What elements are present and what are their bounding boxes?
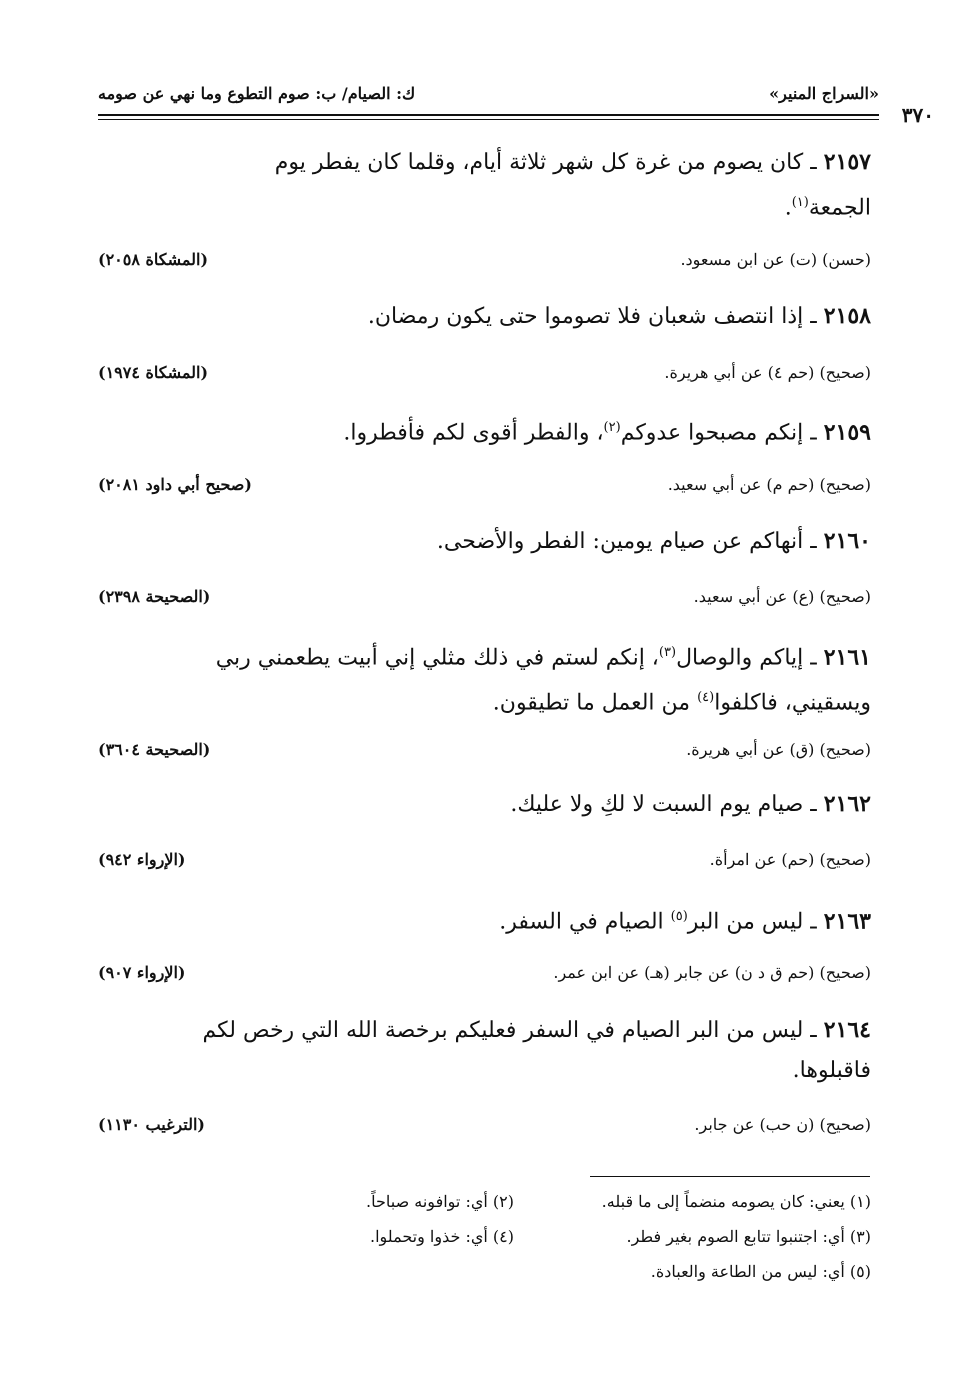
hadith-text-cont: ويسقيني، فاكلفوا: [714, 690, 871, 716]
hadith-text-cont: الجمعة: [808, 195, 871, 221]
hadith-2164: ٢١٦٤ ـ ليس من البر الصيام في السفر فعليكم برخصة الله التي رخص لكم فاقبلوها.: [202, 1017, 871, 1083]
book-title: «السراج المنير»: [769, 84, 879, 103]
footnote-3: (٣) أي: اجتنبوا تتابع الصوم بغير فطر.: [626, 1227, 871, 1246]
hadith-number: ٢١٦٢: [823, 791, 871, 817]
hadith-reference: (الترغيب ١١٣٠): [98, 1115, 205, 1134]
hadith-text: أنهاكم عن صيام يومين: الفطر والأضحى.: [436, 529, 804, 554]
footnote-ref: (٤): [697, 690, 715, 706]
hadith-2163: ٢١٦٣ ـ ليس من البر$^{(٥)}$ الصيام في السفر.: [499, 908, 871, 935]
hadith-reference: (المشكاة ٢٠٥٨): [98, 250, 209, 269]
hadith-number: ٢١٥٧: [823, 149, 871, 175]
hadith-number: ٢١٦٤: [823, 1017, 871, 1043]
hadith-source: (صحيح) (ع) عن أبي سعيد.: [693, 587, 871, 606]
hadith-source: (صحيح) (ن حب) عن جابر.: [694, 1115, 871, 1134]
hadith-reference: (صحيح أبي داود ٢٠٨١): [98, 475, 252, 494]
page-number: ٣٧٠: [901, 103, 934, 127]
hadith-2162: ٢١٦٢ ـ صيام يوم السبت لا لكِ ولا عليك.: [510, 791, 871, 817]
header-rule: [98, 114, 879, 116]
footnote-ref: (١): [791, 195, 809, 210]
hadith-text: إنكم مصبحوا عدوكم: [620, 420, 804, 446]
hadith-number: ٢١٦٣: [823, 908, 871, 935]
hadith-text: صيام يوم السبت لا لكِ ولا عليك.: [510, 792, 804, 817]
chapter-title: ك: الصيام/ ب: صوم التطوع وما نهي عن صومه: [98, 84, 416, 103]
header-rule-thin: [98, 119, 879, 120]
hadith-text: إياكم والوصال: [676, 645, 804, 671]
footnote-1: (١) يعني: كان يصومه منضماً إلى ما قبله.: [601, 1192, 871, 1211]
hadith-number: ٢١٥٩: [823, 419, 871, 446]
hadith-2159: ٢١٥٩ ـ إنكم مصبحوا عدوكم$^{(٢)}$، والفطر أقوى لكم فأفطروا.: [343, 419, 871, 446]
hadith-2160: ٢١٦٠ ـ أنهاكم عن صيام يومين: الفطر والأضحى.: [436, 528, 871, 554]
hadith-text: ليس من البر: [687, 909, 804, 935]
hadith-source: (صحيح) (حم ٤) عن أبي هريرة.: [664, 363, 871, 382]
footnote-ref: (٥): [670, 909, 688, 924]
hadith-text: إذا انتصف شعبان فلا تصوموا حتى يكون رمضان.: [367, 304, 804, 329]
hadith-reference: (المشكاة ١٩٧٤): [98, 363, 209, 382]
hadith-2158: ٢١٥٨ ـ إذا انتصف شعبان فلا تصوموا حتى يكون رمضان.: [367, 303, 871, 329]
hadith-text: كان يصوم من غرة كل شهر ثلاثة أيام، وقلما كان يفطر يوم: [274, 150, 804, 175]
hadith-2161: ٢١٦١ ـ إياكم والوصال$^{(٣)}$، إنكم لستم في ذلك مثلي إني أبيت يطعمني ربي ويسقيني، فاكلفوا$^{(٤)}$ من العمل ما تطيقون.: [215, 644, 871, 716]
hadith-number: ٢١٥٨: [823, 303, 871, 329]
hadith-reference: (الإرواء ٩٠٧): [98, 963, 186, 982]
footnote-separator: [590, 1176, 870, 1177]
hadith-number: ٢١٦١: [823, 644, 871, 671]
hadith-source: (حسن) (ت) عن ابن مسعود.: [680, 250, 871, 269]
hadith-source: (صحيح) (حم) عن امرأة.: [709, 850, 871, 869]
footnote-5: (٥) أي: ليس من الطاعة والعبادة.: [650, 1262, 871, 1281]
running-header: [98, 84, 879, 110]
hadith-text: ليس من البر الصيام في السفر فعليكم برخصة الله التي رخص لكم: [202, 1018, 804, 1043]
hadith-reference: (الإرواء ٩٤٢): [98, 850, 186, 869]
hadith-source: (صحيح) (حم ق د ن) عن جابر (هـ) عن ابن عمر.: [553, 963, 871, 982]
hadith-source: (صحيح) (حم م) عن أبي سعيد.: [667, 475, 871, 494]
hadith-reference: (الصحيحة ٢٣٩٨): [98, 587, 211, 606]
footnote-2: (٢) أي: توافونه صباحاً.: [366, 1192, 514, 1211]
footnote-ref: (٢): [603, 420, 621, 435]
footnote-4: (٤) أي: خذوا وتحملوا.: [369, 1227, 514, 1246]
hadith-text-cont: فاقبلوها.: [792, 1058, 871, 1083]
hadith-number: ٢١٦٠: [823, 528, 871, 554]
hadith-reference: (الصحيحة ٣٦٠٤): [98, 740, 211, 759]
hadith-2157: ٢١٥٧ ـ كان يصوم من غرة كل شهر ثلاثة أيام، وقلما كان يفطر يوم الجمعة$^{(١)}$.: [274, 149, 871, 221]
footnote-ref: (٣): [658, 645, 677, 660]
hadith-source: (صحيح) (ق) عن أبي هريرة.: [686, 740, 871, 759]
